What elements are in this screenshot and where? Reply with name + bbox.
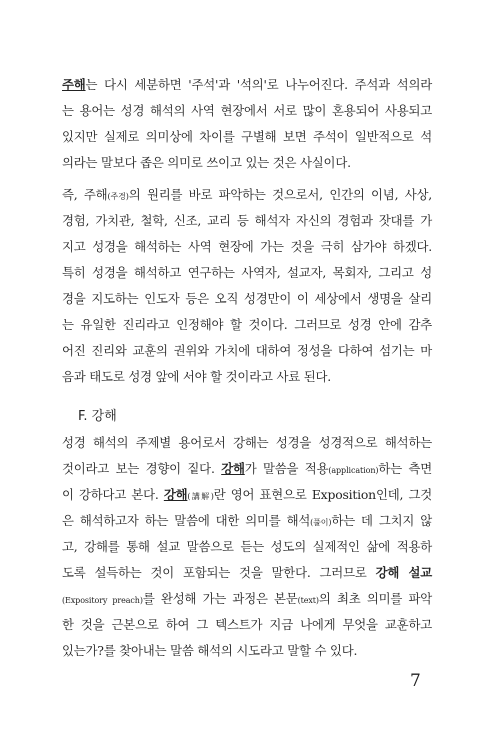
text-line: (Expository preach)를 완성해 가는 과정은 본문(text)의 최초 의미를 파악 [62, 591, 433, 606]
annotation: (풀이) [310, 518, 332, 527]
text-line: 즉, 주해(주경)의 원리를 바로 파악하는 것으로서, 인간의 이념, 사상, [62, 187, 432, 202]
keyword-ganghae: 강해 [221, 461, 245, 476]
text-line: 도록 설득하는 것이 포함되는 것을 말한다. 그러므로 강해 설교 [62, 565, 432, 580]
text-line: 고, 강해를 통해 설교 말씀으로 듣는 성도의 실제적인 삶에 적용하 [62, 539, 432, 554]
text-line: 의라는 말보다 좁은 의미로 쓰이고 있는 것은 사실이다. [62, 155, 351, 170]
page-number: 7 [410, 671, 421, 691]
text-line: 성경 해석의 주제별 용어로서 강해는 성경을 성경적으로 해석하는 [62, 435, 432, 450]
keyword-juhae: 주해 [62, 77, 86, 92]
text-line: 이 강하다고 본다. 강해(講解)란 영어 표현으로 Exposition인데, 그것 [62, 487, 433, 502]
keyword-ganghae: 강해 [163, 487, 188, 502]
text-line: 것이라고 보는 경향이 짙다. 강해가 말씀을 적용(application)하는 측면 [62, 461, 432, 476]
text-line: 는 유일한 진리라고 인정해야 할 것이다. 그러므로 성경 안에 감추 [62, 317, 432, 332]
text-line: 있는가?를 찾아내는 말씀 해석의 시도라고 말할 수 있다. [62, 643, 358, 658]
annotation: (text) [297, 596, 319, 605]
text-line: 은 해석하고자 하는 말씀에 대한 의미를 해석(풀이)하는 데 그치지 않 [62, 513, 433, 528]
text-line: 경을 지도하는 인도자 등은 오직 성경만이 이 세상에서 생명을 살리 [62, 291, 432, 306]
bold-term: 강해 설교 [375, 565, 432, 580]
text-line: 지고 성경을 해석하는 사역 현장에 가는 것을 극히 삼가야 하겠다. [62, 239, 432, 254]
text-line: 있지만 실제로 의미상에 차이를 구별해 보면 주석이 일반적으로 석 [62, 129, 432, 144]
text-line: 주해는 다시 세분하면 '주석'과 '석의'로 나누어진다. 주석과 석의라 [62, 77, 432, 92]
text-line: 특히 성경을 해석하고 연구하는 사역자, 설교자, 목회자, 그리고 성 [62, 265, 432, 280]
annotation: (講解) [187, 492, 214, 501]
text-line: 음과 태도로 성경 앞에 서야 할 것이라고 사료 된다. [62, 369, 332, 384]
text-line: 어진 진리와 교훈의 권위와 가치에 대하여 정성을 다하여 섬기는 마 [62, 343, 432, 358]
annotation: (Expository preach) [62, 596, 143, 605]
text-line: 는 용어는 성경 해석의 사역 현장에서 서로 많이 혼용되어 사용되고 [62, 103, 432, 118]
text-line: 한 것을 근본으로 하여 그 텍스트가 지금 나에게 무엇을 교훈하고 [62, 617, 432, 632]
text-line: 경험, 가치관, 철학, 신조, 교리 등 해석자 자신의 경험과 잣대를 가 [62, 213, 432, 228]
annotation: (application) [328, 466, 379, 475]
annotation: (주경) [107, 192, 129, 201]
section-heading: F. 강해 [78, 409, 117, 424]
